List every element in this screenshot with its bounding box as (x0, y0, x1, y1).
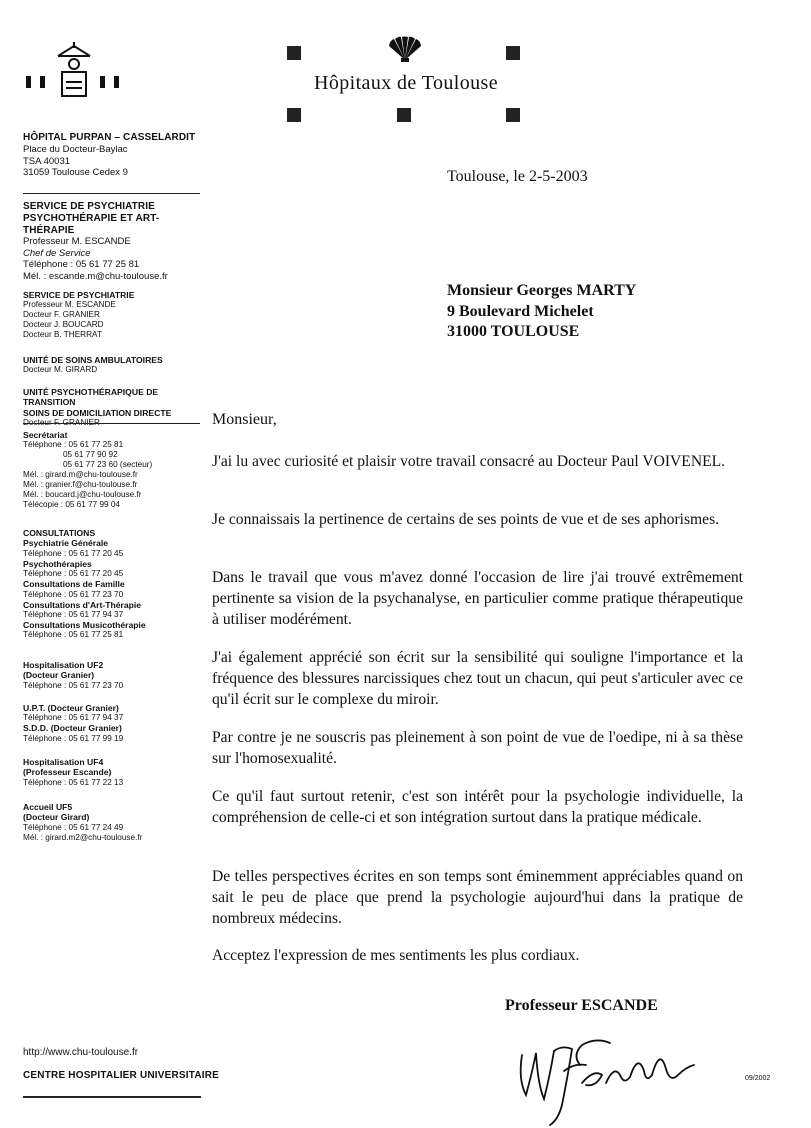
letter-date: Toulouse, le 2-5-2003 (447, 168, 588, 185)
uf2-title: Hospitalisation UF2 (23, 660, 104, 670)
uf4-phone: Téléphone : 05 61 77 22 13 (23, 777, 124, 787)
address-line: 31059 Toulouse Cedex 9 (23, 167, 128, 178)
upt-staff: Docteur F. GRANIER (23, 418, 100, 428)
service-block (23, 201, 208, 237)
form-reference: 09/2002 (745, 1075, 771, 1082)
upt-unit: U.P.T. (Docteur Granier) (23, 703, 119, 713)
secretariat-mail: Mél. : boucard.j@chu-toulouse.fr (23, 490, 142, 500)
upt-phone: Téléphone : 05 61 77 94 37 (23, 713, 124, 723)
header-square-decoration (506, 46, 520, 60)
letter-paragraph: De telles perspectives écrites en son temps sont éminemment appréciables quand on sait le peu de place que prend la psychologie aujourd'hui dans la pratique de nombreux médecins. (212, 868, 743, 927)
uf4-block (23, 757, 208, 788)
uf5-mail: Mél. : girard.m2@chu-toulouse.fr (23, 832, 143, 842)
consultation-phone: Téléphone : 05 61 77 20 45 (23, 548, 124, 558)
service-title: SERVICE DE PSYCHIATRIE (23, 201, 155, 212)
upt-sdd-block (23, 703, 208, 744)
consultation-name: Consultations d'Art-Thérapie (23, 599, 142, 610)
chief-phone: Téléphone : 05 61 77 25 81 (23, 259, 140, 270)
chief-mail: Mél. : escande.m@chu-toulouse.fr (23, 270, 168, 282)
staff-member: Docteur J. BOUCARD (23, 320, 104, 330)
secretariat-mail: Mél. : girard.m@chu-toulouse.fr (23, 470, 138, 480)
secretariat-mail: Mél. : granier.f@chu-toulouse.fr (23, 480, 138, 490)
uf2-title: (Docteur Granier) (23, 670, 95, 681)
letter-paragraph: Dans le travail que vous m'avez donné l'occasion de lire j'ai trouvé extrêmement pertinente sa vision de la psychanalyse, en particulier comme pratique thérapeutique à utiliser modérément. (212, 569, 743, 628)
hospital-name: HÔPITAL PURPAN – CASSELARDIT (23, 132, 196, 143)
address-line: Place du Docteur-Baylac (23, 144, 128, 155)
letter-paragraph: Ce qu'il faut surtout retenir, c'est son intérêt pour la psychologie individuelle, la compréhension de celle-ci et son intégration surtout dans la pratique médicale. (212, 788, 743, 826)
sdd-unit: S.D.D. (Docteur Granier) (23, 723, 122, 734)
uf5-title: (Docteur Girard) (23, 812, 90, 823)
footer-url: http://www.chu-toulouse.fr (23, 1047, 139, 1058)
staff-member: Docteur F. GRANIER (23, 310, 100, 320)
chief-role: Chef de Service (23, 247, 91, 259)
letter-paragraph: Je connaissais la pertinence de certains de ses points de vue et de ses aphorismes. (212, 511, 720, 528)
uf4-title: (Professeur Escande) (23, 767, 112, 778)
shell-icon (386, 36, 424, 62)
consultations-block (23, 528, 208, 640)
consultation-phone: Téléphone : 05 61 77 94 37 (23, 610, 124, 620)
header-square-decoration (287, 108, 301, 122)
brand-name: Hôpitaux de Toulouse (314, 72, 498, 94)
secretariat-phone: 05 61 77 23 60 (secteur) (63, 460, 153, 470)
consultation-phone: Téléphone : 05 61 77 20 45 (23, 569, 124, 579)
recipient-address (447, 281, 636, 343)
uf4-title: Hospitalisation UF4 (23, 757, 104, 767)
secretariat-phone: 05 61 77 90 92 (63, 450, 118, 460)
psychiatry-title: SERVICE DE PSYCHIATRIE (23, 290, 135, 300)
upt-title: SOINS DE DOMICILIATION DIRECTE (23, 407, 172, 418)
header-square-decoration (397, 108, 411, 122)
consultation-name: Consultations de Famille (23, 579, 125, 590)
hospital-address-block (23, 132, 208, 179)
chief-block (23, 236, 208, 282)
header-square-decoration (506, 108, 520, 122)
recipient-line: 31000 TOULOUSE (447, 323, 580, 340)
letter-paragraph: Acceptez l'expression de mes sentiments les plus cordiaux. (212, 947, 580, 964)
secretariat-phone: Téléphone : 05 61 77 25 81 (23, 440, 124, 450)
consultation-name: Psychothérapies (23, 558, 92, 569)
consultation-name: Psychiatrie Générale (23, 538, 109, 549)
header-square-decoration (287, 46, 301, 60)
signatory-name: Professeur ESCANDE (505, 997, 658, 1014)
letter-paragraph: J'ai lu avec curiosité et plaisir votre travail consacré au Docteur Paul VOIVENEL. (212, 453, 726, 470)
staff-member: Professeur M. ESCANDE (23, 300, 116, 310)
divider (23, 423, 200, 424)
divider (23, 193, 200, 194)
footer-institution: CENTRE HOSPITALIER UNIVERSITAIRE (23, 1070, 220, 1081)
uf2-block (23, 660, 208, 691)
consultations-title: CONSULTATIONS (23, 528, 96, 538)
usa-staff: Docteur M. GIRARD (23, 365, 98, 375)
staff-member: Docteur B. THERRAT (23, 330, 102, 340)
recipient-line: Monsieur Georges MARTY (447, 282, 637, 299)
consultation-phone: Téléphone : 05 61 77 25 81 (23, 630, 124, 640)
consultation-name: Consultations Musicothérapie (23, 620, 146, 631)
consultation-phone: Téléphone : 05 61 77 23 70 (23, 589, 124, 599)
footer-divider (23, 1096, 201, 1098)
secretariat-title: Secrétariat (23, 430, 68, 440)
recipient-line: 9 Boulevard Michelet (447, 302, 594, 320)
secretariat-fax: Télécopie : 05 61 77 99 04 (23, 500, 120, 510)
salutation: Monsieur, (212, 411, 277, 428)
address-line: TSA 40031 (23, 155, 71, 167)
signature-icon (510, 1025, 710, 1128)
uf5-block (23, 802, 208, 843)
service-title: PSYCHOTHÉRAPIE ET ART-THÉRAPIE (23, 213, 160, 236)
uf2-phone: Téléphone : 05 61 77 23 70 (23, 680, 124, 690)
usa-block (23, 355, 208, 375)
usa-title: UNITÉ DE SOINS AMBULATOIRES (23, 355, 163, 365)
psychiatry-staff-block (23, 290, 208, 340)
secretariat-block (23, 430, 208, 510)
chief-name: Professeur M. ESCANDE (23, 236, 131, 247)
letter-paragraph: J'ai également apprécié son écrit sur la sensibilité qui souligne l'importance et la fréquence des blessures narcissiques chez tout un chacun, qui peut s'articuler avec ce qu'il écrit sur le complexe du miroir. (212, 649, 743, 708)
uf5-title: Accueil UF5 (23, 802, 73, 812)
upt-title: UNITÉ PSYCHOTHÉRAPIQUE DE TRANSITION (23, 387, 159, 408)
letter-paragraph: Par contre je ne souscris pas pleinement à son point de vue de l'oedipe, ni à sa thèse sur l'homosexualité. (212, 729, 743, 767)
hospital-building-icon (22, 42, 122, 98)
uf5-phone: Téléphone : 05 61 77 24 49 (23, 822, 124, 832)
sdd-phone: Téléphone : 05 61 77 99 19 (23, 733, 124, 743)
